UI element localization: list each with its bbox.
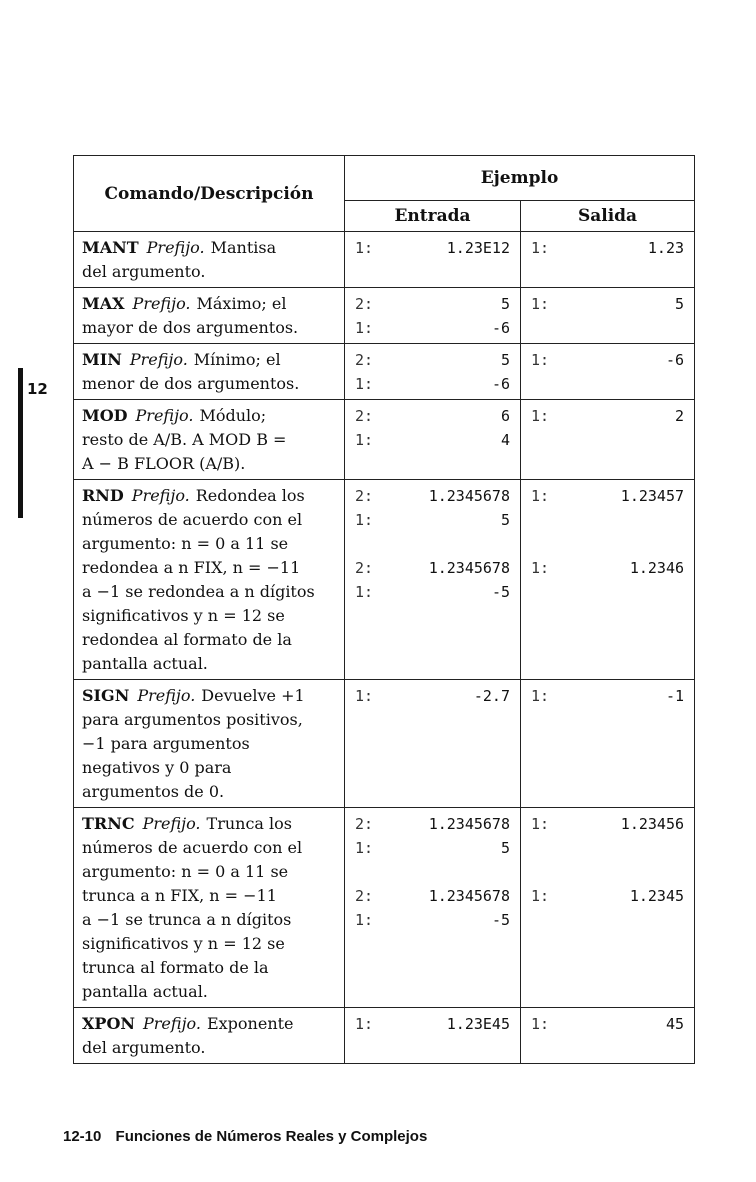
stack-value: 4 xyxy=(500,431,510,449)
stack-value: 1.23457 xyxy=(620,487,685,505)
stack-value: 2 xyxy=(674,407,685,425)
example-output xyxy=(521,288,695,344)
stack-line xyxy=(531,292,684,316)
stack-level: 2: xyxy=(355,351,374,369)
stack-level: 1: xyxy=(531,487,550,505)
description-line: Exponente xyxy=(206,1014,294,1033)
stack-level: 2: xyxy=(355,487,374,505)
example-output xyxy=(521,232,695,288)
stack-line xyxy=(355,908,510,932)
stack-value: 1.23456 xyxy=(620,815,685,833)
table-row xyxy=(74,288,695,344)
stack-level: 1: xyxy=(355,239,374,257)
stack-line xyxy=(355,812,510,836)
stack-line xyxy=(355,556,510,580)
example-input xyxy=(345,680,521,808)
stack-value: 1.2345678 xyxy=(428,887,510,905)
header-example: Ejemplo xyxy=(345,156,695,201)
table-row xyxy=(74,480,695,680)
command-description xyxy=(74,680,345,808)
command-name: TRNC xyxy=(82,814,135,833)
stack-level: 1: xyxy=(531,407,550,425)
stack-line xyxy=(531,236,684,260)
stack-level: 1: xyxy=(531,887,550,905)
command-name: XPON xyxy=(82,1014,136,1033)
table-row xyxy=(74,344,695,400)
stack-line xyxy=(531,884,684,908)
description-line: argumento: n = 0 a 11 se xyxy=(82,862,289,881)
stack-level: 1: xyxy=(355,839,374,857)
stack-level: 1: xyxy=(531,815,550,833)
stack-value: 1.2345678 xyxy=(428,487,510,505)
description-line: números de acuerdo con el xyxy=(82,838,303,857)
stack-line xyxy=(531,404,684,428)
stack-level: 1: xyxy=(531,239,550,257)
stack-value: 5 xyxy=(500,295,510,313)
page-footer xyxy=(63,1128,427,1145)
example-input xyxy=(345,232,521,288)
stack-value: 1.23E45 xyxy=(446,1015,510,1033)
description-line: Redondea los xyxy=(195,486,305,505)
description-line: negativos y 0 para xyxy=(82,758,232,777)
command-name: MIN xyxy=(82,350,122,369)
group-spacer xyxy=(531,508,684,532)
stack-level: 1: xyxy=(355,511,374,529)
stack-level: 2: xyxy=(355,559,374,577)
command-description xyxy=(74,232,345,288)
stack-line xyxy=(355,236,510,260)
stack-value: -6 xyxy=(491,375,510,393)
command-description xyxy=(74,288,345,344)
description-line: redondea a n FIX, n = −11 xyxy=(82,558,301,577)
example-output xyxy=(521,1008,695,1064)
stack-line xyxy=(531,684,684,708)
stack-line xyxy=(355,404,510,428)
stack-level: 1: xyxy=(355,1015,374,1033)
stack-value: 1.2345678 xyxy=(428,559,510,577)
stack-level: 1: xyxy=(355,431,374,449)
stack-level: 1: xyxy=(531,295,550,313)
stack-value: 1.2345678 xyxy=(428,815,510,833)
description-line: trunca a n FIX, n = −11 xyxy=(82,886,277,905)
description-line: mayor de dos argumentos. xyxy=(82,318,299,337)
table-row xyxy=(74,1008,695,1064)
stack-value: 5 xyxy=(674,295,685,313)
description-line: para argumentos positivos, xyxy=(82,710,303,729)
stack-value: -6 xyxy=(491,319,510,337)
stack-level: 2: xyxy=(355,295,374,313)
stack-line xyxy=(355,884,510,908)
stack-line xyxy=(355,428,510,452)
table-row xyxy=(74,808,695,1008)
example-output xyxy=(521,680,695,808)
stack-value: -2.7 xyxy=(473,687,510,705)
command-description xyxy=(74,400,345,480)
stack-value: 5 xyxy=(500,511,510,529)
group-spacer xyxy=(531,860,684,884)
command-name: RND xyxy=(82,486,124,505)
stack-level: 2: xyxy=(355,407,374,425)
header-output: Salida xyxy=(521,201,695,232)
command-prefix: Prefijo. xyxy=(131,486,190,505)
example-output xyxy=(521,808,695,1008)
command-name: MOD xyxy=(82,406,128,425)
stack-value: 5 xyxy=(500,351,510,369)
stack-level: 1: xyxy=(531,351,550,369)
command-description xyxy=(74,480,345,680)
command-prefix: Prefijo. xyxy=(135,406,194,425)
description-line: Módulo; xyxy=(199,406,267,425)
table-row xyxy=(74,400,695,480)
stack-level: 1: xyxy=(355,687,374,705)
stack-level: 1: xyxy=(531,687,550,705)
description-line: A − B FLOOR (A/B). xyxy=(82,454,246,473)
stack-line xyxy=(355,508,510,532)
command-table xyxy=(73,155,695,1064)
stack-value: -5 xyxy=(491,583,510,601)
description-line: pantalla actual. xyxy=(82,654,208,673)
example-input xyxy=(345,344,521,400)
description-line: significativos y n = 12 se xyxy=(82,606,285,625)
stack-line xyxy=(531,484,684,508)
table-row xyxy=(74,680,695,808)
stack-value: 1.23E12 xyxy=(446,239,510,257)
description-line: resto de A/B. A MOD B = xyxy=(82,430,287,449)
description-line: números de acuerdo con el xyxy=(82,510,303,529)
stack-level: 1: xyxy=(355,319,374,337)
stack-level: 1: xyxy=(531,559,550,577)
description-line: Devuelve +1 xyxy=(201,686,305,705)
stack-level: 2: xyxy=(355,887,374,905)
stack-value: 1.2345 xyxy=(629,887,685,905)
group-spacer xyxy=(531,836,684,860)
stack-value: 6 xyxy=(500,407,510,425)
stack-line xyxy=(355,1012,510,1036)
group-spacer xyxy=(355,860,510,884)
description-line: trunca al formato de la xyxy=(82,958,269,977)
header-input: Entrada xyxy=(345,201,521,232)
chapter-title: Funciones de Números Reales y Complejos xyxy=(115,1128,428,1145)
section-tab-number: 12 xyxy=(27,380,48,398)
command-prefix: Prefijo. xyxy=(137,686,196,705)
stack-level: 1: xyxy=(531,1015,550,1033)
example-input xyxy=(345,1008,521,1064)
example-input xyxy=(345,288,521,344)
table-body xyxy=(74,232,695,1064)
header-command: Comando/Descripción xyxy=(74,156,345,232)
table-row xyxy=(74,232,695,288)
command-prefix: Prefijo. xyxy=(146,238,205,257)
stack-line xyxy=(531,348,684,372)
group-spacer xyxy=(531,532,684,556)
command-description xyxy=(74,808,345,1008)
group-spacer xyxy=(355,532,510,556)
description-line: del argumento. xyxy=(82,262,206,281)
stack-line xyxy=(531,812,684,836)
stack-line xyxy=(355,372,510,396)
stack-line xyxy=(531,1012,684,1036)
description-line: redondea al formato de la xyxy=(82,630,292,649)
description-line: Mínimo; el xyxy=(193,350,281,369)
stack-value: 45 xyxy=(665,1015,685,1033)
description-line: argumento: n = 0 a 11 se xyxy=(82,534,289,553)
page-number: 12-10 xyxy=(63,1128,102,1145)
stack-value: -6 xyxy=(665,351,685,369)
command-description xyxy=(74,1008,345,1064)
stack-line xyxy=(531,556,684,580)
stack-value: 5 xyxy=(500,839,510,857)
stack-level: 1: xyxy=(355,375,374,393)
command-name: SIGN xyxy=(82,686,130,705)
command-name: MANT xyxy=(82,238,139,257)
stack-level: 2: xyxy=(355,815,374,833)
description-line: significativos y n = 12 se xyxy=(82,934,285,953)
stack-value: -5 xyxy=(491,911,510,929)
description-line: Máximo; el xyxy=(196,294,287,313)
description-line: del argumento. xyxy=(82,1038,206,1057)
stack-line xyxy=(355,292,510,316)
example-input xyxy=(345,808,521,1008)
description-line: pantalla actual. xyxy=(82,982,208,1001)
description-line: argumentos de 0. xyxy=(82,782,225,801)
stack-level: 1: xyxy=(355,583,374,601)
stack-line xyxy=(355,316,510,340)
stack-value: 1.2346 xyxy=(629,559,685,577)
description-line: Trunca los xyxy=(206,814,292,833)
description-line: menor de dos argumentos. xyxy=(82,374,300,393)
command-prefix: Prefijo. xyxy=(142,814,201,833)
stack-line xyxy=(355,580,510,604)
description-line: Mantisa xyxy=(210,238,277,257)
stack-value: -1 xyxy=(665,687,685,705)
command-prefix: Prefijo. xyxy=(129,350,188,369)
stack-line xyxy=(355,684,510,708)
example-output xyxy=(521,480,695,680)
stack-line xyxy=(355,836,510,860)
stack-line xyxy=(355,348,510,372)
description-line: a −1 se trunca a n dígitos xyxy=(82,910,292,929)
example-output xyxy=(521,344,695,400)
description-line: a −1 se redondea a n dígitos xyxy=(82,582,315,601)
command-description xyxy=(74,344,345,400)
stack-line xyxy=(355,484,510,508)
command-prefix: Prefijo. xyxy=(132,294,191,313)
command-name: MAX xyxy=(82,294,125,313)
example-output xyxy=(521,400,695,480)
description-line: −1 para argumentos xyxy=(82,734,250,753)
command-prefix: Prefijo. xyxy=(143,1014,201,1033)
section-tab-bar xyxy=(18,368,23,518)
stack-level: 1: xyxy=(355,911,374,929)
example-input xyxy=(345,480,521,680)
example-input xyxy=(345,400,521,480)
stack-value: 1.23 xyxy=(647,239,685,257)
